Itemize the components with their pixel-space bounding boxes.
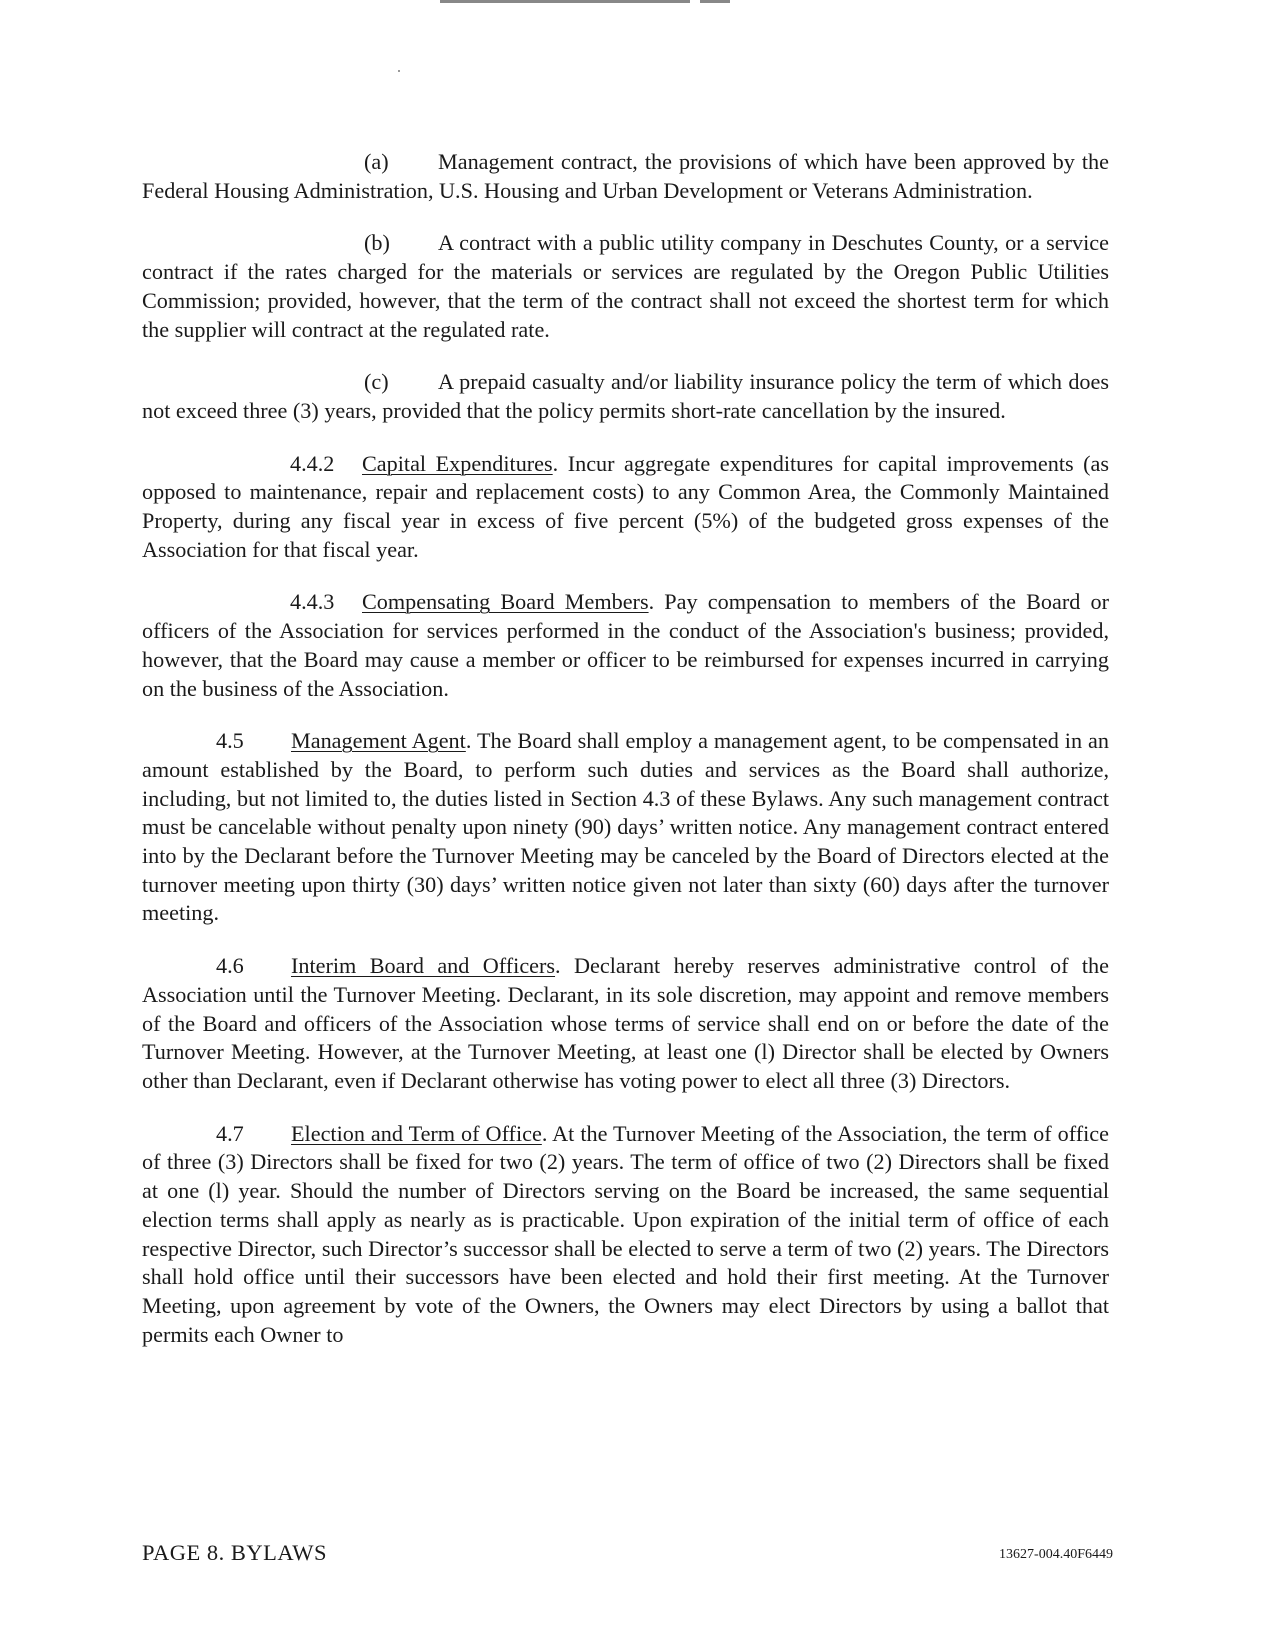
paragraph-number: (c) — [364, 369, 389, 395]
section-title: Management Agent — [291, 728, 466, 754]
section-4-5 — [142, 727, 1109, 928]
section-title: Compensating Board Members — [362, 589, 649, 615]
paragraph-number: (a) — [364, 149, 389, 174]
section-number: 4.5 — [216, 728, 244, 754]
section-text: . Declarant hereby reserves administrative control of the Association until the Turnover Meeting. Declarant, in its sole discretion, may appoint and remove members of the Board and officers of the Association whose terms of service shall end on or before the date of the Turnover Meeting. However, at the Turnover Meeting, at least one (l) Director shall be elected by Owners other than Declarant, even if Declarant otherwise has voting power to elect all three (3) Directors. — [142, 953, 1109, 1093]
section-number: 4.4.3 — [290, 589, 335, 615]
document-code: 13627-004.40F6449 — [999, 1547, 1113, 1562]
section-4-4-3 — [142, 588, 1109, 703]
section-title: Interim Board and Officers — [291, 953, 556, 979]
section-4-4-2 — [142, 450, 1109, 565]
section-text: . At the Turnover Meeting of the Association, the term of office of three (3) Directors shall be fixed for two (2) years. The term of office of two (2) Directors shall be fixed at one (l) year. Should the number of Directors serving on the Board be increased, the same sequential election terms shall apply as nearly as is practicable. Upon expiration of the initial term of office of each respective Director, such Director’s successor shall be elected to serve a term of two (2) years. The Directors shall hold office until their successors have been elected and hold their first meeting. At the Turnover Meeting, upon agreement by vote of the Owners, the Owners may elect Directors by using a ballot that permits each Owner to — [142, 1120, 1109, 1347]
paragraph-b — [142, 229, 1109, 344]
section-title: Election and Term of Office — [291, 1120, 542, 1146]
section-4-7 — [142, 1120, 1109, 1350]
document-body — [142, 148, 1109, 1373]
top-scan-rule-gap — [690, 0, 700, 3]
section-number: 4.6 — [216, 953, 244, 979]
paragraph-text: A prepaid casualty and/or liability insurance policy the term of which does not exceed three (3) years, provided that the policy permits short-rate cancellation by the insured. — [142, 369, 1109, 423]
paragraph-a — [142, 148, 1109, 205]
section-title: Capital Expenditures — [362, 450, 553, 476]
page-footer-label: PAGE 8. BYLAWS — [142, 1540, 328, 1565]
paragraph-number: (b) — [364, 230, 390, 256]
paragraph-c — [142, 368, 1109, 425]
section-text: . The Board shall employ a management agent, to be compensated in an amount established by the Board, to perform such duties and services as the Board shall authorize, including, but not limited to, the duties listed in Section 4.3 of these Bylaws. Any such management contract must be cancelable without penalty upon ninety (90) days’ written notice. Any management contract entered into by the Declarant before the Turnover Meeting may be canceled by the Board of Directors elected at the turnover meeting upon thirty (30) days’ written notice given not later than sixty (60) days after the turnover meeting. — [142, 728, 1109, 926]
section-text: . Pay compensation to members of the Board or officers of the Association for services performed in the conduct of the Association's business; provided, however, that the Board may cause a member or officer to be reimbursed for expenses incurred in carrying on the business of the Association. — [142, 589, 1109, 701]
paragraph-text: A contract with a public utility company in Deschutes County, or a service contract if the rates charged for the materials or services are regulated by the Oregon Public Utilities Commission; provided, however, that the term of the contract shall not exceed the shortest term for which the supplier will contract at the regulated rate. — [142, 230, 1109, 342]
section-number: 4.7 — [216, 1120, 244, 1146]
section-4-6 — [142, 952, 1109, 1096]
paragraph-text: Management contract, the provisions of which have been approved by the Federal Housing Administration, U.S. Housing and Urban Development or Veterans Administration. — [142, 149, 1109, 203]
scan-speck — [398, 70, 400, 72]
top-scan-rule — [440, 0, 730, 3]
section-text: . Incur aggregate expenditures for capital improvements (as opposed to maintenance, repair and replacement costs) to any Common Area, the Commonly Maintained Property, during any fiscal year in excess of five percent (5%) of the budgeted gross expenses of the Association for that fiscal year. — [142, 450, 1110, 562]
section-number: 4.4.2 — [290, 450, 335, 476]
